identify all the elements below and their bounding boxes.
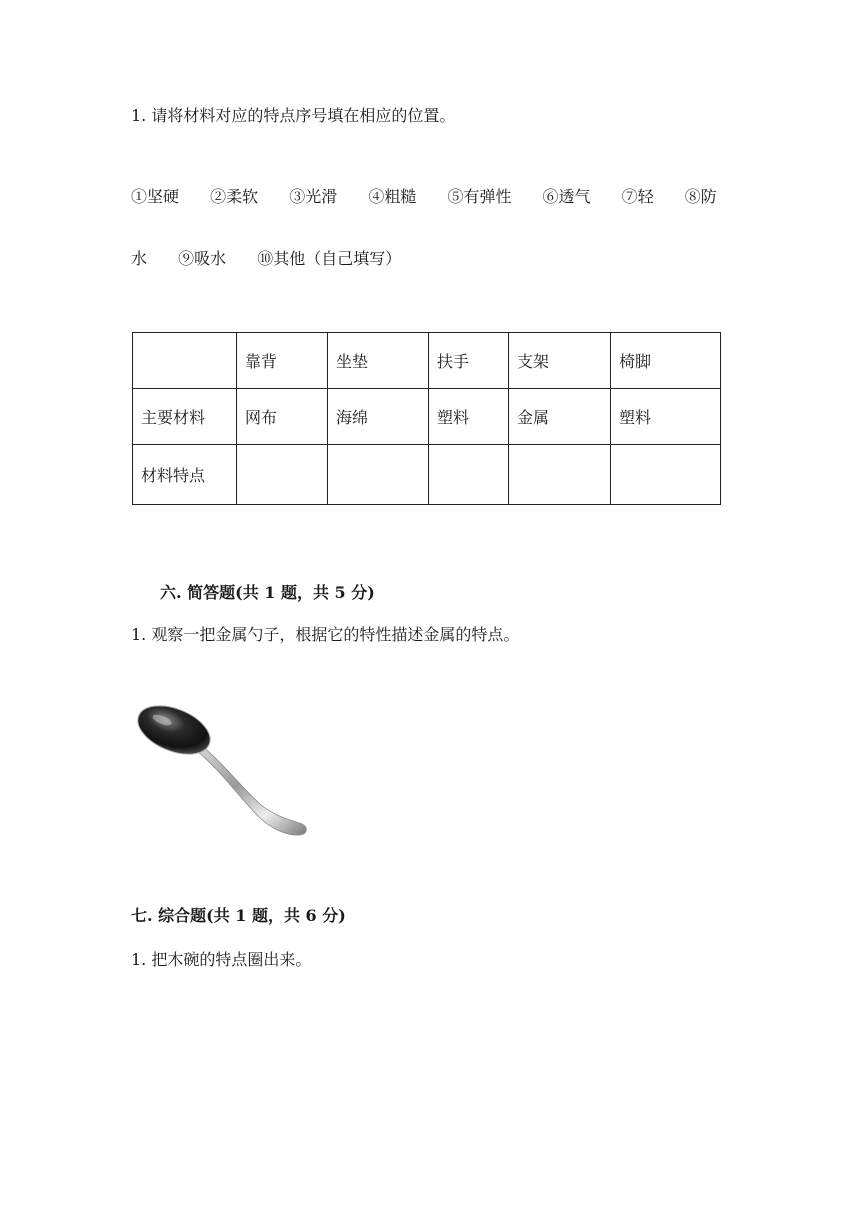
option-3: ③光滑: [289, 187, 338, 206]
section-6-question: 1. 观察一把金属勺子，根据它的特性描述金属的特点。: [131, 625, 520, 644]
option-2: ②柔软: [210, 187, 259, 206]
answer-cell[interactable]: [611, 445, 721, 505]
table-cell: 金属: [509, 389, 611, 445]
answer-cell[interactable]: [429, 445, 509, 505]
option-6: ⑥透气: [542, 187, 591, 206]
options-row-2: [131, 249, 401, 269]
table-row: [133, 389, 721, 445]
table-header-backrest: 靠背: [237, 333, 328, 389]
materials-table: [132, 332, 721, 505]
table-header-cushion: 坐垫: [328, 333, 429, 389]
answer-cell[interactable]: [509, 445, 611, 505]
option-7: ⑦轻: [621, 187, 654, 206]
table-header-row: [133, 333, 721, 389]
section-6-title: 六. 简答题(共 1 题，共 5 分): [160, 583, 375, 602]
section-7-question: 1. 把木碗的特点圈出来。: [131, 950, 312, 969]
table-row: [133, 445, 721, 505]
table-header-armrest: 扶手: [429, 333, 509, 389]
option-8-continued: 水: [131, 249, 148, 268]
question-1-prompt: 1. 请将材料对应的特点序号填在相应的位置。: [131, 106, 456, 125]
option-10: ⑩其他（自己填写）: [257, 249, 402, 268]
option-5: ⑤有弹性: [447, 187, 512, 206]
row-label-material: 主要材料: [133, 389, 237, 445]
spoon-image: [134, 700, 314, 845]
table-header-frame: 支架: [509, 333, 611, 389]
table-cell: 网布: [237, 389, 328, 445]
option-1: ①坚硬: [131, 187, 180, 206]
row-label-properties: 材料特点: [133, 445, 237, 505]
options-row-1: [131, 187, 717, 207]
table-cell: 海绵: [328, 389, 429, 445]
option-4: ④粗糙: [368, 187, 417, 206]
section-7-title: 七. 综合题(共 1 题，共 6 分): [131, 906, 346, 925]
option-9: ⑨吸水: [178, 249, 227, 268]
table-header-legs: 椅脚: [611, 333, 721, 389]
answer-cell[interactable]: [237, 445, 328, 505]
table-cell: [133, 333, 237, 389]
option-8: ⑧防: [684, 187, 717, 206]
answer-cell[interactable]: [328, 445, 429, 505]
table-cell: 塑料: [429, 389, 509, 445]
table-cell: 塑料: [611, 389, 721, 445]
